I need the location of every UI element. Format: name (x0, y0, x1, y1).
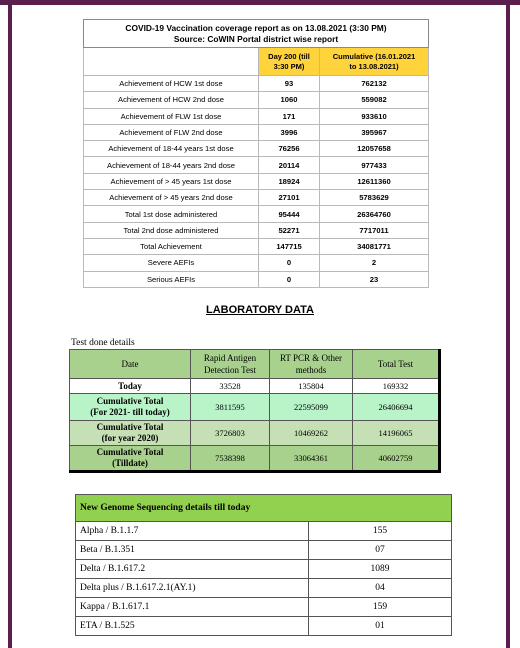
lab-row-label-line1: Cumulative Total (96, 422, 164, 432)
lab-header-total: Total Test (353, 350, 440, 379)
vaccination-row-cumulative: 12057658 (320, 141, 429, 157)
vaccination-row-label: Achievement of HCW 1st dose (84, 76, 259, 92)
lab-header-rat (191, 350, 270, 379)
genome-count: 1089 (309, 560, 452, 579)
lab-row-today (70, 379, 440, 394)
genome-table (75, 494, 452, 636)
vaccination-row-label: Achievement of FLW 1st dose (84, 108, 259, 124)
vaccination-row (84, 222, 429, 238)
vaccination-row (84, 76, 429, 92)
vaccination-row-day: 171 (259, 108, 320, 124)
vaccination-row-label: Achievement of > 45 years 2nd dose (84, 190, 259, 206)
vaccination-row (84, 157, 429, 173)
lab-heading: LABORATORY DATA (206, 304, 314, 316)
lab-header-rat-line1: Rapid Antigen (203, 353, 257, 363)
vaccination-table (83, 19, 429, 288)
vaccination-row-label: Achievement of 18-44 years 2nd dose (84, 157, 259, 173)
lab-header-rat-line2: Detection Test (204, 365, 256, 375)
genome-variant: Delta / B.1.617.2 (76, 560, 309, 579)
page-border-right (506, 5, 510, 648)
vaccination-row (84, 190, 429, 206)
lab-row-rtpcr: 10469262 (270, 421, 353, 446)
lab-today-label: Today (70, 379, 191, 394)
vaccination-row (84, 271, 429, 287)
lab-header-rtpcr (270, 350, 353, 379)
vaccination-row-day: 93 (259, 76, 320, 92)
lab-row-rat: 3811595 (191, 394, 270, 421)
lab-row-label (70, 446, 191, 472)
vaccination-row-label: Total 2nd dose administered (84, 222, 259, 238)
lab-row-total: 40602759 (353, 446, 440, 472)
vaccination-row (84, 238, 429, 254)
vaccination-title: COVID-19 Vaccination coverage report as on 13.08.2021 (3:30 PM) (125, 22, 387, 33)
lab-today-rat: 33528 (191, 379, 270, 394)
lab-row-rtpcr: 33064361 (270, 446, 353, 472)
vaccination-row-label: Achievement of > 45 years 1st dose (84, 173, 259, 189)
lab-row-label (70, 394, 191, 421)
vaccination-row-day: 76256 (259, 141, 320, 157)
vaccination-row-label: Achievement of HCW 2nd dose (84, 92, 259, 108)
lab-table (69, 349, 441, 473)
lab-today-total: 169332 (353, 379, 440, 394)
header-day-line1: Day 200 (till (268, 51, 310, 61)
vaccination-row-day: 20114 (259, 157, 320, 173)
vaccination-row-day: 147715 (259, 238, 320, 254)
genome-count: 155 (309, 522, 452, 541)
vaccination-row-day: 52271 (259, 222, 320, 238)
genome-heading: New Genome Sequencing details till today (76, 495, 452, 522)
vaccination-row (84, 92, 429, 108)
genome-row (76, 617, 452, 636)
lab-header-date: Date (70, 350, 191, 379)
lab-row-rat: 3726803 (191, 421, 270, 446)
vaccination-row-day: 0 (259, 271, 320, 287)
vaccination-row-day: 27101 (259, 190, 320, 206)
lab-row-label-line2: (For 2021- till today) (90, 407, 170, 417)
genome-count: 01 (309, 617, 452, 636)
lab-row-cumulative-2021 (70, 394, 440, 421)
genome-count: 07 (309, 541, 452, 560)
genome-variant: ETA / B.1.525 (76, 617, 309, 636)
header-cum-line1: Cumulative (16.01.2021 (332, 51, 416, 61)
lab-row-cumulative-2020 (70, 421, 440, 446)
genome-row (76, 560, 452, 579)
lab-row-label (70, 421, 191, 446)
vaccination-row-label: Total Achievement (84, 238, 259, 254)
lab-row-cumulative-tilldate (70, 446, 440, 472)
vaccination-row-day: 0 (259, 255, 320, 271)
vaccination-row-label: Achievement of FLW 2nd dose (84, 124, 259, 140)
vaccination-row-cumulative: 12611360 (320, 173, 429, 189)
vaccination-row-cumulative: 933610 (320, 108, 429, 124)
genome-row (76, 579, 452, 598)
lab-subtitle: Test done details (71, 338, 135, 348)
vaccination-row-cumulative: 395967 (320, 124, 429, 140)
lab-row-total: 26406694 (353, 394, 440, 421)
genome-variant: Beta / B.1.351 (76, 541, 309, 560)
genome-row (76, 541, 452, 560)
vaccination-row-label: Severe AEFIs (84, 255, 259, 271)
lab-row-total: 14196065 (353, 421, 440, 446)
vaccination-header-cumulative (320, 48, 429, 76)
header-day-line2: 3:30 PM) (273, 61, 305, 71)
vaccination-row (84, 255, 429, 271)
vaccination-row-day: 1060 (259, 92, 320, 108)
vaccination-row (84, 206, 429, 222)
vaccination-row-cumulative: 2 (320, 255, 429, 271)
lab-header-rtpcr-line2: methods (295, 365, 327, 375)
genome-row (76, 598, 452, 617)
vaccination-row-day: 3996 (259, 124, 320, 140)
vaccination-row (84, 141, 429, 157)
vaccination-row-label: Serious AEFIs (84, 271, 259, 287)
lab-header-rtpcr-line1: RT PCR & Other (279, 353, 343, 363)
vaccination-row-cumulative: 26364760 (320, 206, 429, 222)
vaccination-row-cumulative: 34081771 (320, 238, 429, 254)
vaccination-row-day: 18924 (259, 173, 320, 189)
vaccination-row (84, 108, 429, 124)
genome-variant: Alpha / B.1.1.7 (76, 522, 309, 541)
vaccination-row-cumulative: 23 (320, 271, 429, 287)
genome-count: 159 (309, 598, 452, 617)
lab-today-rtpcr: 135804 (270, 379, 353, 394)
lab-row-rtpcr: 22595099 (270, 394, 353, 421)
vaccination-title-cell (84, 20, 429, 48)
vaccination-row-cumulative: 762132 (320, 76, 429, 92)
genome-count: 04 (309, 579, 452, 598)
page-border-left (8, 5, 12, 648)
genome-variant: Kappa / B.1.617.1 (76, 598, 309, 617)
vaccination-header-day (259, 48, 320, 76)
vaccination-row-cumulative: 7717011 (320, 222, 429, 238)
header-cum-line2: to 13.08.2021) (349, 61, 399, 71)
vaccination-row-label: Achievement of 18-44 years 1st dose (84, 141, 259, 157)
vaccination-row-cumulative: 559082 (320, 92, 429, 108)
vaccination-row-label: Total 1st dose administered (84, 206, 259, 222)
vaccination-row-cumulative: 977433 (320, 157, 429, 173)
vaccination-row (84, 124, 429, 140)
vaccination-header-blank (84, 48, 259, 76)
genome-variant: Delta plus / B.1.617.2.1(AY.1) (76, 579, 309, 598)
vaccination-row-cumulative: 5783629 (320, 190, 429, 206)
page-border-top (0, 0, 520, 5)
lab-row-rat: 7538398 (191, 446, 270, 472)
vaccination-row-day: 95444 (259, 206, 320, 222)
lab-row-label-line1: Cumulative Total (96, 396, 164, 406)
vaccination-source: Source: CoWIN Portal district wise report (173, 33, 339, 44)
genome-row (76, 522, 452, 541)
lab-row-label-line1: Cumulative Total (96, 447, 164, 457)
vaccination-row (84, 173, 429, 189)
lab-row-label-line2: (Tilldate) (112, 458, 148, 468)
lab-row-label-line2: (for year 2020) (101, 433, 159, 443)
